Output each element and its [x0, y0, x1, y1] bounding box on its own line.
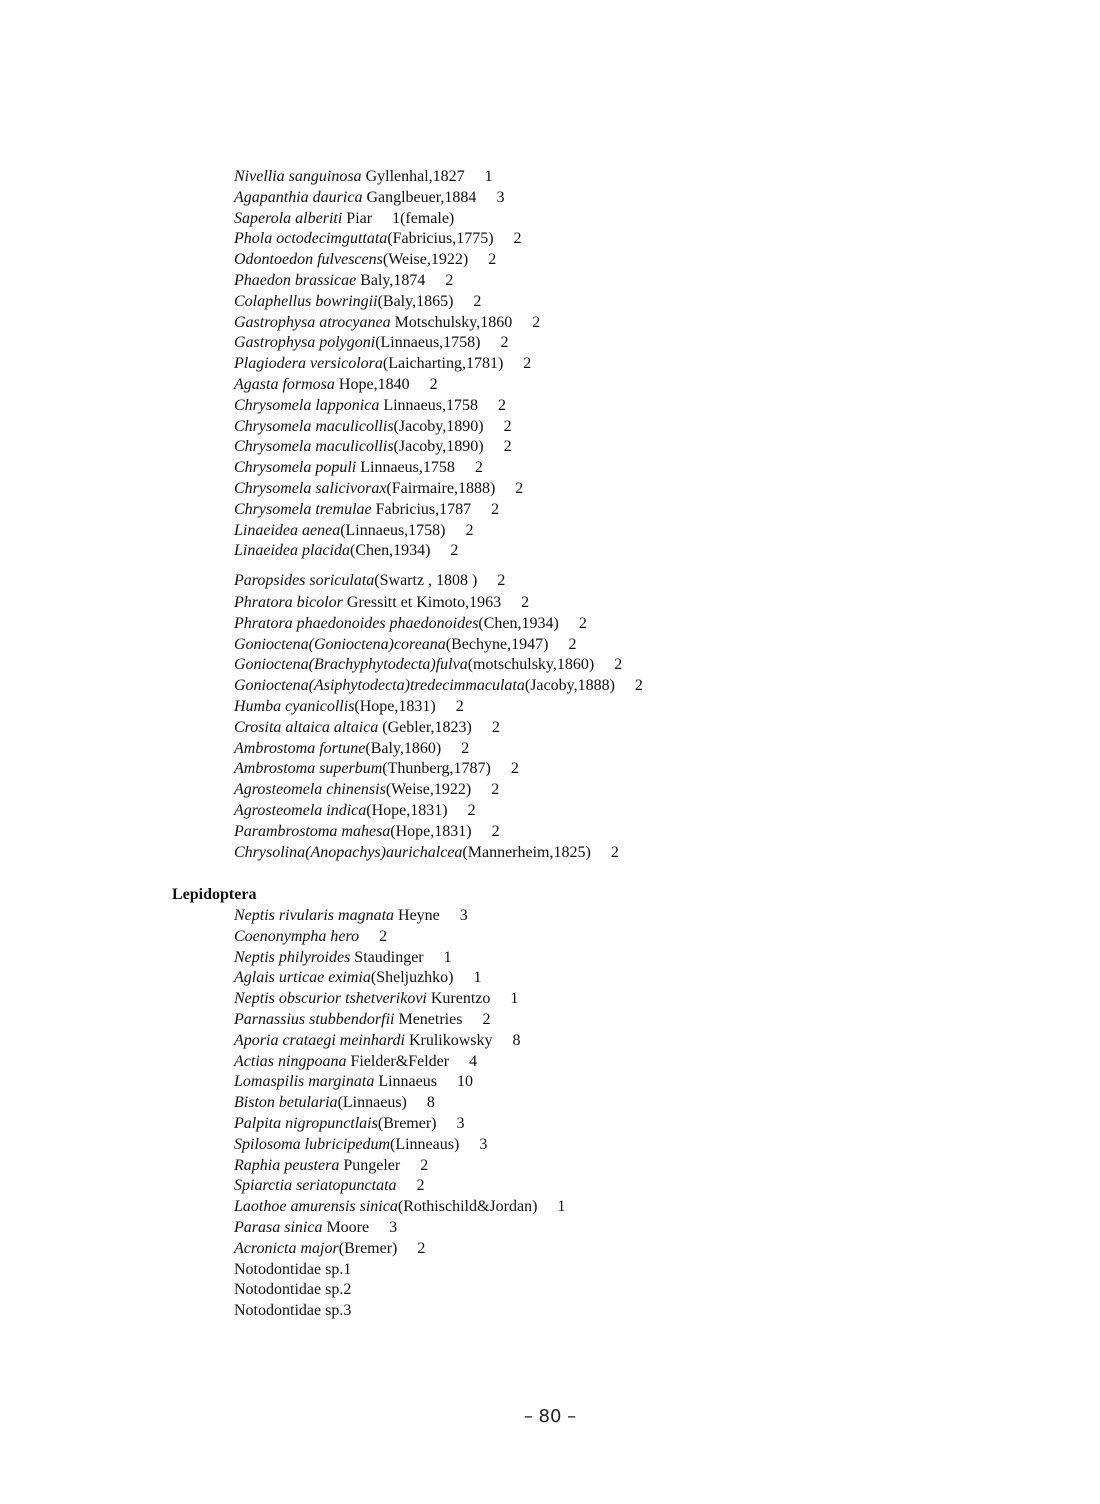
species-entry: [234, 739, 643, 760]
species-name: Spilosoma lubricipedum: [234, 1135, 390, 1153]
specimen-count: 2: [429, 375, 438, 393]
specimen-count: 2: [420, 1156, 429, 1174]
species-name: Agapanthia daurica: [234, 188, 363, 206]
species-author: Fabricius,1787: [371, 500, 472, 518]
species-entry: [234, 801, 643, 822]
species-entry: [234, 1052, 565, 1073]
specimen-count: 2: [473, 292, 482, 310]
species-name: Chrysomela salicivorax: [234, 479, 387, 497]
species-name: Phratora bicolor: [234, 594, 343, 611]
species-name: Neptis obscurior tshetverikovi: [234, 990, 427, 1008]
species-entry: [234, 250, 540, 271]
species-author: Gressitt et Kimoto,1963: [342, 594, 502, 611]
specimen-count: 2: [455, 697, 464, 715]
species-entry: [234, 188, 540, 209]
species-author: Pungeler: [339, 1156, 401, 1174]
species-name: Biston betularia: [234, 1094, 338, 1112]
species-entry: [234, 229, 540, 250]
species-entry: [234, 822, 643, 843]
species-name: Acronicta major: [234, 1239, 339, 1257]
specimen-count: 1: [557, 1198, 566, 1216]
specimen-count: 4: [469, 1052, 478, 1070]
specimen-count: 2: [614, 656, 623, 674]
specimen-count: 2: [450, 542, 459, 560]
specimen-count: 2: [503, 417, 512, 435]
species-author: (Weise,1922): [385, 781, 472, 799]
species-name: Gastrophysa atrocyanea: [234, 313, 391, 331]
specimen-count: 2: [634, 677, 643, 695]
specimen-count: 2: [379, 927, 388, 945]
coleoptera-list-part-2: [234, 569, 505, 593]
species-name: Parambrostoma mahesa: [234, 822, 391, 840]
species-entry: [234, 697, 643, 718]
species-name: Lomaspilis marginata: [234, 1073, 375, 1091]
specimen-count: 3: [389, 1218, 398, 1236]
species-author: Linnaeus,1758: [379, 396, 478, 414]
species-author: Fielder&Felder: [346, 1052, 450, 1070]
species-name: Chrysomela tremulae: [234, 500, 372, 518]
specimen-count: 2: [491, 500, 500, 518]
species-entry: [234, 458, 540, 479]
species-entry: [234, 1239, 565, 1260]
species-author: (Thunberg,1787): [382, 760, 491, 778]
species-author: (motschulsky,1860): [467, 656, 595, 674]
species-entry: [234, 333, 540, 354]
specimen-count: 2: [488, 251, 497, 269]
species-name: Gonioctena(Brachyphytodecta)fulva: [234, 656, 468, 674]
specimen-count: 2: [497, 396, 506, 414]
species-name: Paropsides soriculata: [234, 572, 375, 589]
specimen-count: 1(female): [392, 209, 455, 227]
species-name: Actias ningpoana: [234, 1052, 347, 1070]
species-author: (Linnaeus,1758): [340, 521, 446, 539]
species-name: Linaeidea placida: [234, 542, 350, 560]
specimen-count: 1: [473, 969, 482, 987]
species-entry: [234, 1072, 565, 1093]
species-author: (Jacoby,1890): [393, 417, 484, 435]
specimen-count: 2: [445, 271, 454, 289]
specimen-count: 2: [491, 822, 500, 840]
species-entry: [234, 593, 643, 614]
species-entry: [234, 843, 643, 864]
species-author: (Weise,1922): [382, 251, 469, 269]
species-entry: [234, 437, 540, 458]
species-name: Agrosteomela chinensis: [234, 781, 386, 799]
species-name: Spiarctia seriatopunctata: [234, 1177, 397, 1195]
species-name: Neptis philyroides: [234, 948, 351, 966]
specimen-count: 3: [496, 188, 505, 206]
coleoptera-list-part-3: [234, 593, 643, 863]
species-author: (Baly,1860): [365, 739, 442, 757]
species-author: Kurentzo: [426, 990, 491, 1008]
species-author: (Chen,1934): [349, 542, 431, 560]
species-entry: [234, 1010, 565, 1031]
species-author: Notodontidae sp.2: [234, 1281, 352, 1299]
species-entry: [234, 1031, 565, 1052]
specimen-count: 2: [417, 1239, 426, 1257]
specimen-count: 2: [497, 572, 506, 589]
species-author: Menetries: [394, 1010, 463, 1028]
specimen-count: 2: [500, 334, 509, 352]
species-entry: [234, 614, 643, 635]
specimen-count: 2: [465, 521, 474, 539]
species-name: Gastrophysa polygoni: [234, 334, 376, 352]
species-entry: [234, 1218, 565, 1239]
species-author: Piar: [342, 209, 373, 227]
species-name: Parasa sinica: [234, 1218, 323, 1236]
species-name: Crosita altaica altaica: [234, 718, 379, 736]
specimen-count: 2: [578, 614, 587, 632]
specimen-count: 2: [521, 594, 530, 611]
species-entry: [234, 396, 540, 417]
species-author: (Fabricius,1775): [387, 230, 494, 248]
species-author: (Linnaeus,1758): [375, 334, 481, 352]
species-author: Motschulsky,1860: [390, 313, 513, 331]
specimen-count: 2: [461, 739, 470, 757]
species-entry: [234, 718, 643, 739]
species-entry: [234, 989, 565, 1010]
specimen-count: 1: [443, 948, 452, 966]
specimen-count: 2: [482, 1010, 491, 1028]
species-author: Ganglbeuer,1884: [362, 188, 477, 206]
species-name: Aglais urticae eximia: [234, 969, 371, 987]
species-name: Plagiodera versicolora: [234, 355, 383, 373]
species-author: (Baly,1865): [377, 292, 454, 310]
specimen-count: 2: [416, 1177, 425, 1195]
species-author: (Swartz , 1808 ): [374, 572, 478, 589]
species-author: (Gebler,1823): [378, 718, 472, 736]
specimen-count: 2: [610, 843, 619, 861]
species-name: Chrysomela lapponica: [234, 396, 380, 414]
species-entry: [234, 167, 540, 188]
species-entry: [234, 1114, 565, 1135]
specimen-count: 2: [467, 801, 476, 819]
species-author: (Rothischild&Jordan): [397, 1198, 538, 1216]
specimen-count: 2: [568, 635, 577, 653]
species-name: Phaedon brassicae: [234, 271, 357, 289]
species-entry: [234, 417, 540, 438]
species-author: (Sheljuzhko): [370, 969, 454, 987]
species-name: Aporia crataegi meinhardi: [234, 1031, 405, 1049]
species-name: Colaphellus bowringii: [234, 292, 378, 310]
species-author: Gyllenhal,1827: [361, 168, 465, 185]
species-name: Coenonympha hero: [234, 927, 360, 945]
species-name: Saperola alberiti: [234, 209, 343, 227]
species-author: Notodontidae sp.1: [234, 1260, 352, 1278]
species-name: Gonioctena(Gonioctena)coreana: [234, 635, 446, 653]
species-author: Linnaeus: [374, 1073, 437, 1091]
specimen-count: 2: [523, 355, 532, 373]
species-name: Ambrostoma superbum: [234, 760, 383, 778]
species-author: Notodontidae sp.3: [234, 1302, 352, 1320]
species-name: Agrosteomela indica: [234, 801, 367, 819]
species-entry: [234, 375, 540, 396]
species-entry: [234, 948, 565, 969]
species-author: (Fairmaire,1888): [386, 479, 496, 497]
species-author: (Bechyne,1947): [445, 635, 549, 653]
species-author: Staudinger: [350, 948, 424, 966]
species-author: (Linneaus): [390, 1135, 460, 1153]
species-name: Agasta formosa: [234, 375, 335, 393]
species-author: (Linnaeus): [337, 1094, 407, 1112]
specimen-count: 2: [474, 459, 483, 477]
species-author: (Bremer): [338, 1239, 398, 1257]
species-name: Humba cyanicollis: [234, 697, 355, 715]
species-name: Chrysomela maculicollis: [234, 438, 394, 456]
species-entry: [234, 759, 643, 780]
species-name: Nivellia sanguinosa: [234, 168, 362, 185]
lepidoptera-list: [234, 906, 565, 1322]
species-author: (Hope,1831): [390, 822, 472, 840]
species-name: Chrysolina(Anopachys)aurichalcea: [234, 843, 463, 861]
specimen-count: 10: [456, 1073, 473, 1091]
species-entry: [234, 635, 643, 656]
specimen-count: 2: [532, 313, 541, 331]
specimen-count: 8: [426, 1094, 435, 1112]
species-author: (Laicharting,1781): [382, 355, 504, 373]
species-entry: [234, 292, 540, 313]
species-entry: [234, 1135, 565, 1156]
species-entry: [234, 927, 565, 948]
specimen-count: 1: [510, 990, 519, 1008]
species-entry: [234, 655, 643, 676]
species-entry: [234, 1156, 565, 1177]
specimen-count: 2: [515, 479, 524, 497]
species-author: Krulikowsky: [404, 1031, 493, 1049]
specimen-count: 2: [491, 781, 500, 799]
species-entry: [234, 479, 540, 500]
species-author: Baly,1874: [356, 271, 426, 289]
species-name: Phola octodecimguttata: [234, 230, 388, 248]
species-name: Raphia peustera: [234, 1156, 340, 1174]
specimen-count: 3: [479, 1135, 488, 1153]
specimen-count: 2: [503, 438, 512, 456]
species-author: (Bremer): [377, 1114, 437, 1132]
species-author: Moore: [322, 1218, 370, 1236]
species-entry: [234, 676, 643, 697]
page-number: – 80 –: [523, 1406, 577, 1427]
species-author: Linnaeus,1758: [356, 459, 455, 477]
species-entry: [234, 541, 540, 562]
species-entry: [234, 1280, 565, 1301]
species-name: Ambrostoma fortune: [234, 739, 366, 757]
species-entry: [234, 906, 565, 927]
section-heading-lepidoptera: Lepidoptera: [172, 886, 257, 903]
species-author: Heyne: [394, 907, 440, 924]
species-name: Parnassius stubbendorfii: [234, 1010, 395, 1028]
specimen-count: 2: [513, 230, 522, 248]
species-entry: [234, 569, 505, 593]
species-name: Odontoedon fulvescens: [234, 251, 383, 269]
species-author: (Mannerheim,1825): [462, 843, 591, 861]
species-name: Neptis rivularis magnata: [234, 907, 395, 924]
species-name: Linaeidea aenea: [234, 521, 341, 539]
specimen-count: 2: [510, 760, 519, 778]
species-entry: [234, 1301, 565, 1322]
species-author: (Jacoby,1890): [393, 438, 484, 456]
species-entry: [234, 313, 540, 334]
species-name: Chrysomela populi: [234, 459, 357, 477]
species-author: (Jacoby,1888): [524, 677, 615, 695]
species-author: (Hope,1831): [354, 697, 436, 715]
species-name: Palpita nigropunctlais: [234, 1114, 378, 1132]
species-name: Gonioctena(Asiphytodecta)tredecimmaculata: [234, 677, 525, 695]
species-entry: [234, 500, 540, 521]
species-name: Phratora phaedonoides phaedonoides: [234, 614, 479, 632]
species-entry: [234, 354, 540, 375]
species-entry: [234, 521, 540, 542]
species-entry: [234, 1260, 565, 1281]
species-entry: [234, 780, 643, 801]
specimen-count: 1: [484, 168, 493, 185]
species-author: (Hope,1831): [366, 801, 448, 819]
species-name: Laothoe amurensis sinica: [234, 1198, 398, 1216]
specimen-count: 3: [459, 907, 468, 924]
species-entry: [234, 209, 540, 230]
species-author: (Chen,1934): [478, 614, 559, 632]
specimen-count: 3: [456, 1114, 465, 1132]
species-author: Hope,1840: [334, 375, 410, 393]
species-entry: [234, 1197, 565, 1218]
species-entry: [234, 1093, 565, 1114]
species-name: Chrysomela maculicollis: [234, 417, 394, 435]
species-entry: [234, 1176, 565, 1197]
species-entry: [234, 271, 540, 292]
species-entry: [234, 968, 565, 989]
specimen-count: 8: [512, 1031, 521, 1049]
specimen-count: 2: [491, 718, 500, 736]
coleoptera-list-part-1: [234, 167, 540, 562]
